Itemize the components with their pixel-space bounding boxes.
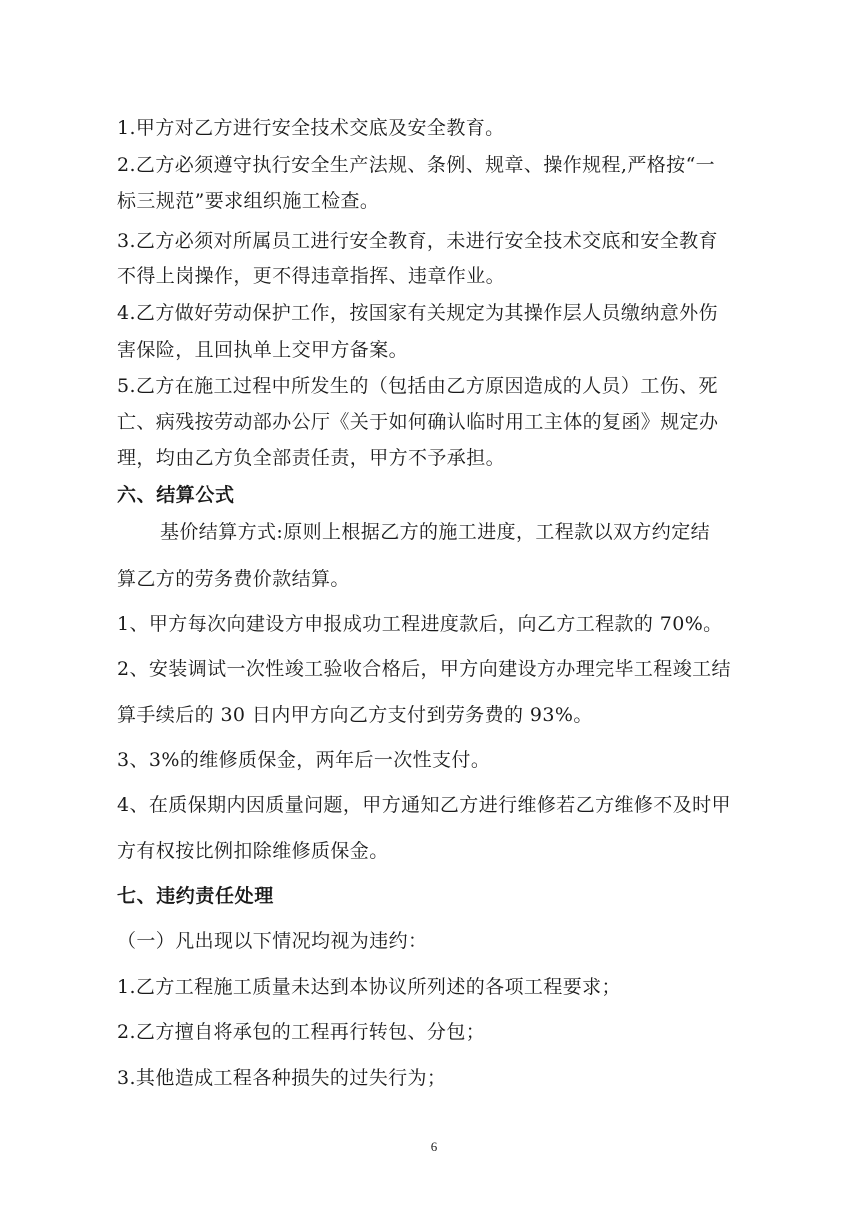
section-6-heading: 六、结算公式	[117, 484, 235, 506]
clause-1: 1.甲方对乙方进行安全技术交底及安全教育。	[117, 117, 505, 139]
settlement-item-2-line-1: 2、安装调试一次性竣工验收合格后，甲方向建设方办理完毕工程竣工结	[117, 658, 731, 680]
settlement-item-4-line-1: 4、在质保期内因质量问题，甲方通知乙方进行维修若乙方维修不及时甲	[117, 794, 731, 816]
settlement-intro-line-2: 算乙方的劳务费价款结算。	[117, 568, 350, 590]
settlement-item-4-line-2: 方有权按比例扣除维修质保金。	[117, 840, 389, 862]
settlement-item-1: 1、甲方每次向建设方申报成功工程进度款后，向乙方工程款的 70%。	[117, 613, 723, 635]
page-number: 6	[430, 1139, 438, 1154]
clause-4-line-2: 害保险，且回执单上交甲方备案。	[117, 339, 409, 361]
clause-5-line-3: 理，均由乙方负全部责任责，甲方不予承担。	[117, 447, 506, 469]
breach-subheading: （一）凡出现以下情况均视为违约：	[117, 930, 428, 952]
section-7-heading: 七、违约责任处理	[117, 885, 274, 907]
clause-3-line-2: 不得上岗操作，更不得违章指挥、违章作业。	[117, 265, 506, 287]
clause-3-line-1: 3.乙方必须对所属员工进行安全教育，未进行安全技术交底和安全教育	[117, 230, 718, 252]
breach-item-2: 2.乙方擅自将承包的工程再行转包、分包；	[117, 1021, 486, 1043]
settlement-item-2-line-2: 算手续后的 30 日内甲方向乙方支付到劳务费的 93%。	[117, 704, 593, 726]
clause-2-line-1: 2.乙方必须遵守执行安全生产法规、条例、规章、操作规程,严格按“一	[117, 154, 716, 176]
clause-2-line-2: 标三规范”要求组织施工检查。	[117, 190, 380, 212]
breach-item-1: 1.乙方工程施工质量未达到本协议所列述的各项工程要求；	[117, 976, 621, 998]
settlement-intro-line-1: 基价结算方式:原则上根据乙方的施工进度，工程款以双方约定结	[160, 521, 711, 543]
clause-5-line-1: 5.乙方在施工过程中所发生的（包括由乙方原因造成的人员）工伤、死	[117, 375, 718, 397]
clause-4-line-1: 4.乙方做好劳动保护工作，按国家有关规定为其操作层人员缴纳意外伤	[117, 302, 718, 324]
settlement-item-3: 3、3%的维修质保金，两年后一次性支付。	[117, 749, 491, 771]
clause-5-line-2: 亡、病残按劳动部办公厅《关于如何确认临时用工主体的复函》规定办	[117, 411, 719, 433]
breach-item-3: 3.其他造成工程各种损失的过失行为；	[117, 1067, 447, 1089]
